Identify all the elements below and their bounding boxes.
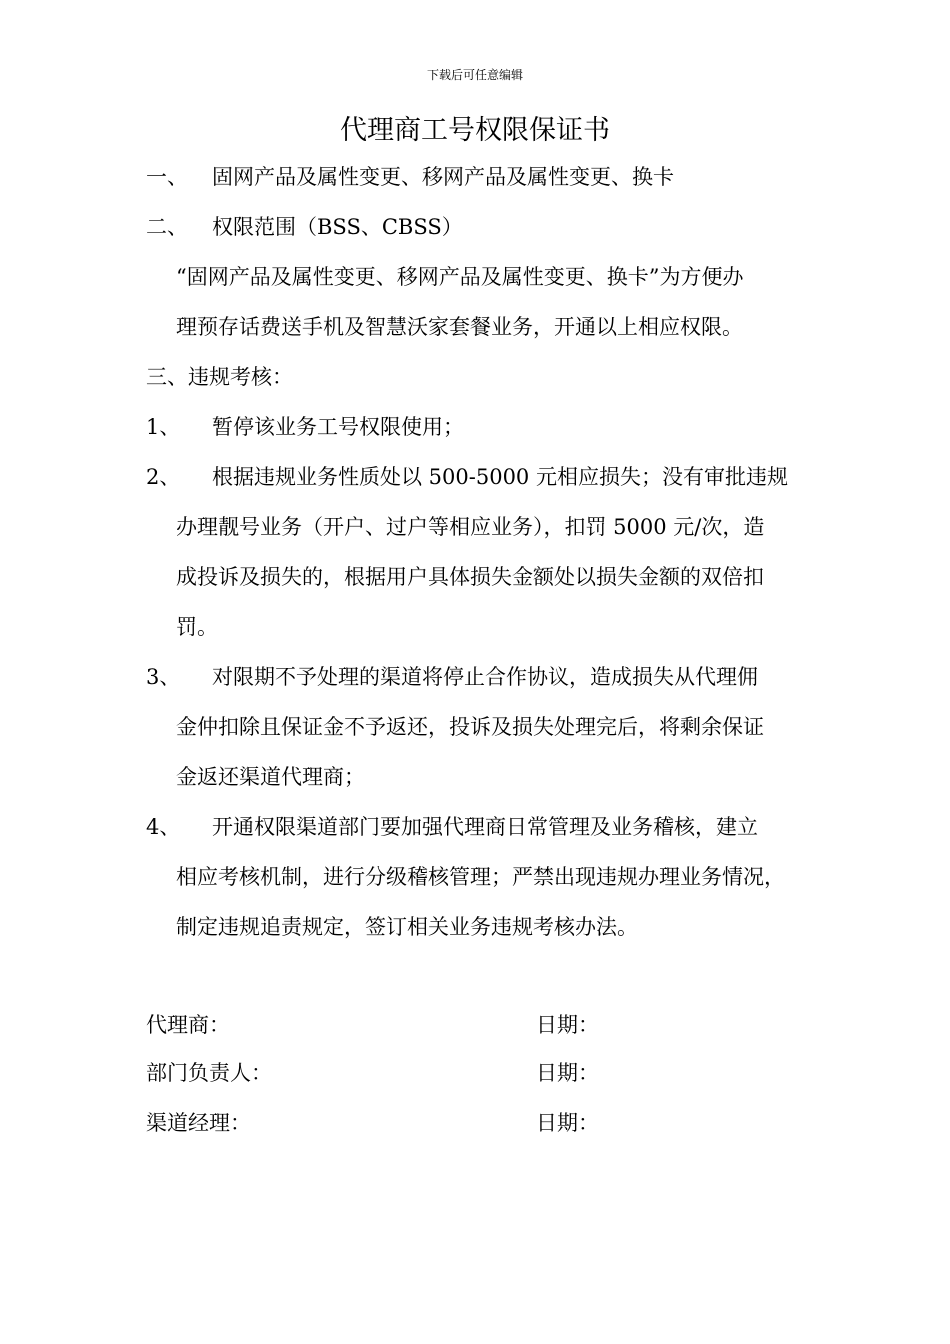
signature-dept-head-date-label: 日期： [536,1061,599,1085]
signature-channel-manager-label: 渠道经理： [146,1111,251,1135]
section-1 [146,162,674,192]
section-2-text: 权限范围（BSS、CBSS） [212,215,463,239]
item-2-line: 办理靓号业务（开户、过户等相应业务），扣罚 5000 元/次，造 [176,515,765,539]
item-2-line: 根据违规业务性质处以 500-5000 元相应损失；没有审批违规 [212,465,788,489]
section-2-number: 二、 [146,215,188,239]
item-1-line: 暂停该业务工号权限使用； [212,415,464,439]
section-3-heading: 三、违规考核： [146,365,293,389]
signature-agent-date-label: 日期： [536,1013,599,1037]
signature-dept-head-label: 部门负责人： [146,1061,272,1085]
item-4 [146,812,758,842]
item-1-number: 1、 [146,415,181,439]
item-4-number: 4、 [146,815,181,839]
item-2-number: 2、 [146,465,181,489]
item-3-line: 金返还渠道代理商； [176,765,365,789]
section-2 [146,212,463,242]
section-2-desc-line: 理预存话费送手机及智慧沃家套餐业务，开通以上相应权限。 [176,315,743,339]
item-3-line: 金仲扣除且保证金不予返还，投诉及损失处理完后，将剩余保证 [176,715,764,739]
header-note: 下载后可任意编辑 [426,68,523,82]
signature-channel-manager-date-label: 日期： [536,1111,599,1135]
section-2-desc-line: “固网产品及属性变更、移网产品及属性变更、换卡”为方便办 [176,265,744,289]
item-4-line: 相应考核机制，进行分级稽核管理；严禁出现违规办理业务情况， [176,865,785,889]
item-1 [146,412,464,442]
item-4-line: 开通权限渠道部门要加强代理商日常管理及业务稽核，建立 [212,815,758,839]
section-1-text: 固网产品及属性变更、移网产品及属性变更、换卡 [212,165,674,189]
item-2 [146,462,788,492]
signature-agent-label: 代理商： [146,1013,230,1037]
document-title: 代理商工号权限保证书 [340,115,610,146]
item-2-line: 罚。 [176,615,218,639]
section-1-number: 一、 [146,165,188,189]
item-4-line: 制定违规追责规定，签订相关业务违规考核办法。 [176,915,638,939]
item-3 [146,662,758,692]
item-3-line: 对限期不予处理的渠道将停止合作协议，造成损失从代理佣 [212,665,758,689]
item-2-line: 成投诉及损失的，根据用户具体损失金额处以损失金额的双倍扣 [176,565,764,589]
item-3-number: 3、 [146,665,181,689]
